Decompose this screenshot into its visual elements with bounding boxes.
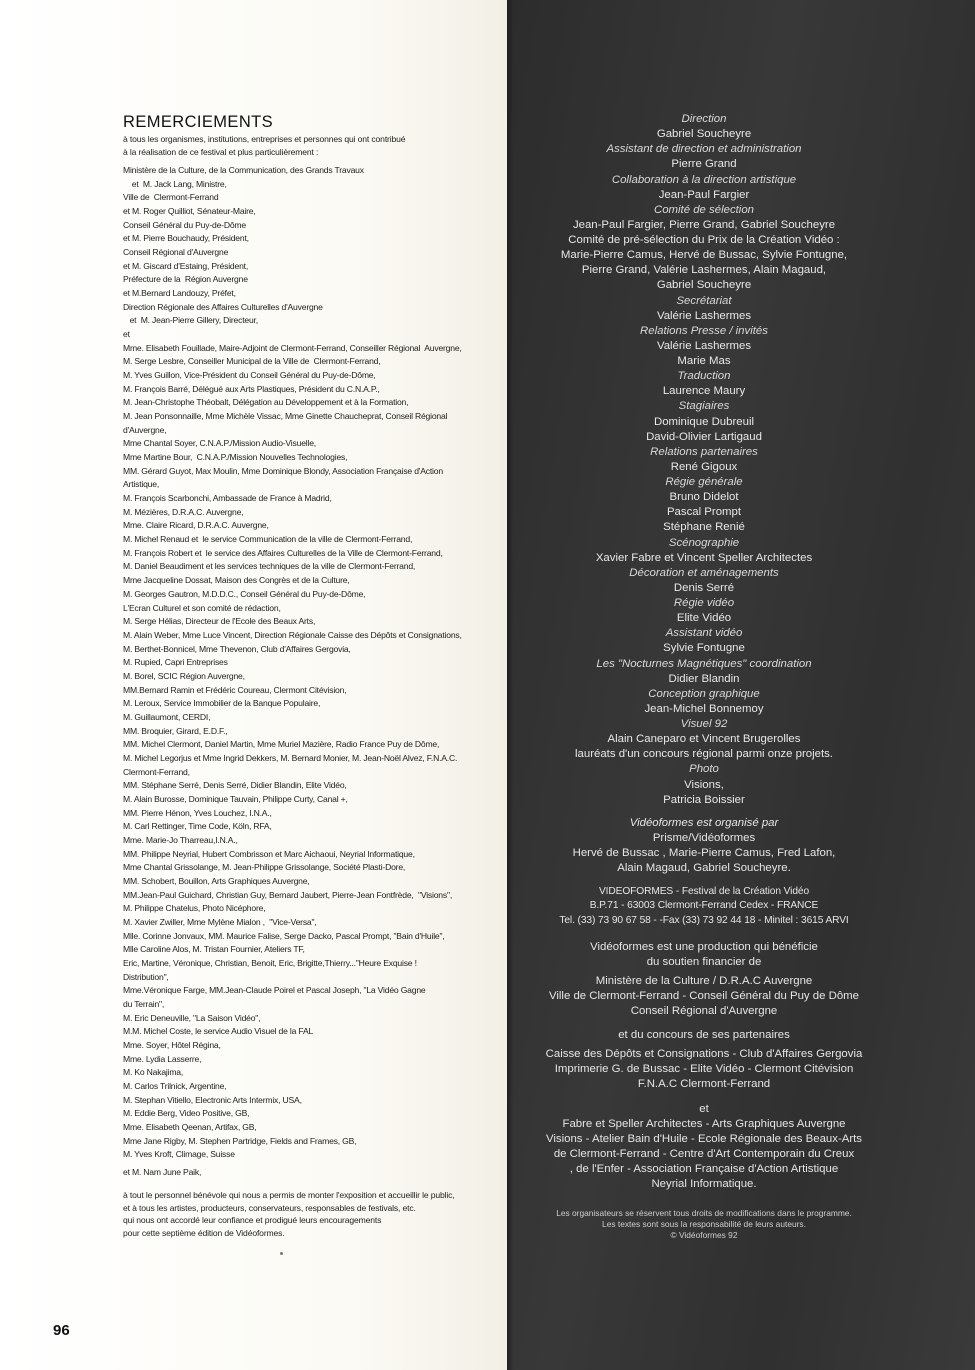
credit-role: Secrétariat [676, 294, 732, 307]
acknowledgement-line: MM. Stéphane Serré, Denis Serré, Didier Blandin, Elite Vidéo, [123, 780, 347, 791]
acknowledgement-line: M. François Scarbonchi, Ambassade de France à Madrid, [123, 493, 332, 504]
acknowledgement-line: M. Jean Ponsonnaille, Mme Michèle Vissac, Mme Ginette Chaucheprat, Conseil Régional [123, 411, 448, 422]
acknowledgement-line: M. Mézières, D.R.A.C. Auvergne, [123, 506, 244, 517]
credit-name: Didier Blandin [668, 672, 740, 685]
acknowledgement-line: Mme Chantal Grissolange, M. Jean-Philippe Grissolange, Société Plasti-Dore, [123, 862, 406, 873]
acknowledgement-line: M. Carl Rettinger, Time Code, Köln, RFA, [123, 821, 272, 832]
closing-text [123, 1189, 503, 1239]
acknowledgement-line: et M. Jean-Pierre Gillery, Directeur, [123, 315, 258, 326]
acknowledgement-line: M. François Robert et le service des Affaires Culturelles de la Ville de Clermont-Ferrand, [123, 547, 443, 558]
page-number: 96 [53, 1322, 70, 1339]
acknowledgement-line: et M. Roger Quilliot, Sénateur-Maire, [123, 206, 256, 217]
acknowledgement-line: MM. Michel Clermont, Daniel Martin, Mme Muriel Mazière, Radio France Puy de Dôme, [123, 739, 440, 750]
other-line: de Clermont-Ferrand - Centre d'Art Contemporain du Creux [553, 1148, 855, 1161]
acknowledgement-line: Eric, Martine, Véronique, Christian, Benoit, Eric, Brigitte,Thierry..."Heure Exquise ! [123, 957, 417, 968]
acknowledgement-line: M. Philippe Chatelus, Photo Nicéphore, [123, 903, 266, 914]
address-line: B.P.71 - 63003 Clermont-Ferrand Cedex - FRANCE [589, 900, 819, 912]
credit-role: Photo [689, 763, 719, 776]
intro-text [123, 133, 483, 158]
acknowledgement-line: Clermont-Ferrand, [123, 766, 190, 777]
credit-name: Marie-Pierre Camus, Hervé de Bussac, Sylvie Fontugne, [560, 249, 848, 262]
credit-name: Marie Mas [677, 355, 731, 367]
address-block [520, 885, 888, 928]
acknowledgement-line: et M.Bernard Landouzy, Préfet, [123, 288, 236, 299]
credit-role: Régie générale [665, 476, 743, 488]
credit-role: Traduction [677, 370, 731, 383]
address-line: Tel. (33) 73 90 67 58 - -Fax (33) 73 92 44 18 - Minitel : 3615 ARVI [559, 914, 849, 926]
credit-name: Comité de pré-sélection du Prix de la Création Vidéo : [568, 234, 840, 246]
acknowledgement-line: et [123, 329, 130, 340]
credit-role: Les "Nocturnes Magnétiques" coordination [596, 657, 812, 670]
other-partners [520, 1117, 888, 1192]
acknowledgement-line: Distribution", [123, 971, 169, 982]
acknowledgement-line: Mlle. Corinne Jonvaux, MM. Maurice Falise, Serge Dacko, Pascal Prompt, "Bain d'Huile", [123, 930, 445, 941]
acknowledgement-line: Direction Régionale des Affaires Culturelles d'Auvergne [123, 301, 323, 312]
acknowledgement-line: M. Alain Weber, Mme Luce Vincent, Direction Régionale Caisse des Dépôts et Consignations, [123, 629, 462, 640]
credit-role: Scénographie [668, 536, 740, 549]
funder-line: Ministère de la Culture / D.R.A.C Auvergne [595, 975, 813, 987]
acknowledgement-line: M. Berthet-Bonnicel, Mme Thevenon, Club d'Affaires Gergovia, [123, 643, 351, 654]
acknowledgement-line: M. Serge Lesbre, Conseiller Municipal de la Ville de Clermont-Ferrand, [123, 356, 381, 367]
acknowledgement-line: M.M. Michel Coste, le service Audio Visuel de la FAL [123, 1026, 314, 1037]
acknowledgement-line: M. Georges Gautron, M.D.D.C., Conseil Général du Puy-de-Dôme, [123, 588, 366, 599]
disclaimer-line: Les textes sont sous la responsabilité de leurs auteurs. [602, 1219, 806, 1229]
acknowledgement-line: et M. Giscard d'Estaing, Président, [123, 260, 249, 271]
acknowledgement-line: M. Borel, SCIC Région Auvergne, [123, 670, 245, 681]
partners [520, 1047, 888, 1092]
acknowledgement-line: MM. Philippe Neyrial, Hubert Combrisson et Marc Aichaoui, Neyrial Informatique, [123, 848, 415, 859]
acknowledgement-line: M. Serge Hélias, Directeur de l'Ecole des Beaux Arts, [123, 616, 316, 627]
partner-line: F.N.A.C Clermont-Ferrand [637, 1078, 771, 1091]
other-line: Fabre et Speller Architectes - Arts Graphiques Auvergne [562, 1118, 846, 1130]
acknowledgement-line: MM.Bernard Ramin et Frédéric Coureau, Clermont Citévision, [123, 684, 347, 695]
acknowledgement-line: M. Leroux, Service Immobilier de la Banque Populaire, [123, 698, 321, 709]
acknowledgement-line: M. Daniel Beaudiment et les services techniques de la ville de Clermont-Ferrand, [123, 561, 416, 572]
acknowledgement-line: M. Carlos Trilnick, Argentine, [123, 1081, 227, 1092]
credit-name: Pascal Prompt [666, 506, 742, 519]
credit-role: Régie vidéo [673, 597, 735, 609]
acknowledgement-line: Mme Jane Rigby, M. Stephen Partridge, Fields and Frames, GB, [123, 1135, 357, 1146]
acknowledgement-line: M. Yves Guillon, Vice-Président du Conseil Général du Puy-de-Dôme, [123, 370, 376, 381]
credit-name: Stéphane Renié [663, 521, 745, 534]
credit-role: Collaboration à la direction artistique [611, 173, 797, 186]
credit-role: Assistant de direction et administration [606, 143, 802, 156]
credits-list [520, 112, 888, 808]
credit-name: lauréats d'un concours régional parmi onze projets. [575, 748, 833, 761]
acknowledgement-line: MM. Gérard Guyot, Max Moulin, Mme Dominique Blondy, Association Française d'Action [123, 465, 443, 476]
acknowledgement-line: M. Yves Kroft, Climage, Suisse [123, 1149, 235, 1160]
acknowledgement-line: Mme Jacqueline Dossat, Maison des Congrès et de la Culture, [123, 575, 350, 586]
acknowledgement-line: Mme. Elisabeth Qeenan, Artifax, GB, [123, 1122, 257, 1133]
credit-name: René Gigoux [670, 460, 738, 473]
organized-line: Hervé de Bussac , Marie-Pierre Camus, Fred Lafon, [572, 847, 836, 860]
acknowledgement-line: M. Stephan Vitiello, Electronic Arts Intermix, USA, [123, 1094, 302, 1105]
ink-dot [280, 1252, 283, 1255]
acknowledgement-line: MM.Jean-Paul Guichard, Christian Guy, Bernard Jaubert, Pierre-Jean Fontfrède, "Visions", [123, 889, 453, 900]
disclaimer [520, 1208, 888, 1241]
copyright: © Vidéoformes 92 [670, 1230, 738, 1240]
acknowledgement-line: MM. Pierre Hénon, Yves Louchez, I.N.A., [123, 807, 272, 818]
acknowledgement-line: Mme. Soyer, Hôtel Régina, [123, 1040, 221, 1050]
acknowledgement-line: M. Jean-Christophe Théobalt, Délégation au Développement et à la Formation, [123, 397, 409, 408]
credit-role: Relations partenaires [650, 445, 758, 458]
acknowledgement-line: Mme Chantal Soyer, C.N.A.P./Mission Audio-Visuelle, [123, 438, 316, 449]
credit-name: Valérie Lashermes [656, 309, 752, 322]
acknowledgement-line: Artistique, [123, 479, 160, 490]
credit-name: Patricia Boissier [663, 793, 745, 806]
acknowledgement-line: M. Michel Legorjus et Mme Ingrid Dekkers, M. Bernard Monier, M. Jean-Noël Alvez, F.N.A.C. [123, 752, 458, 763]
acknowledgement-line: M. Rupied, Capri Entreprises [123, 657, 228, 668]
support-intro [520, 940, 888, 970]
funders [520, 974, 888, 1019]
credit-name: Jean-Paul Fargier, Pierre Grand, Gabriel Soucheyre [572, 218, 836, 231]
credit-name: Gabriel Soucheyre [656, 279, 752, 292]
acknowledgements-list [123, 164, 503, 1180]
credit-name: Dominique Dubreuil [653, 415, 755, 428]
closing-line: à tout le personnel bénévole qui nous a permis de monter l'exposition et accueillir le public, [123, 1190, 455, 1200]
partners-intro: et du concours de ses partenaires [618, 1029, 790, 1041]
acknowledgement-line: M. Michel Renaud et le service Communication de la ville de Clermont-Ferrand, [123, 534, 413, 545]
partner-line: Imprimerie G. de Bussac - Elite Vidéo - Clermont Citévision [554, 1063, 854, 1076]
closing-line: qui nous ont accordé leur confiance et prodigué leurs encouragements [123, 1215, 382, 1226]
acknowledgement-line: M. Ko Nakajima, [123, 1067, 184, 1078]
credit-name: Valérie Lashermes [656, 339, 752, 352]
and-text: et [699, 1103, 709, 1115]
credit-name: Alain Caneparo et Vincent Brugerolles [607, 733, 801, 746]
credit-name: Sylvie Fontugne [663, 642, 745, 655]
page-title: REMERCIEMENTS [123, 113, 274, 131]
closing-line: et à tous les artistes, producteurs, conservateurs, responsables de festivals, etc. [123, 1202, 416, 1213]
acknowledgement-line: MM. Broquier, Girard, E.D.F., [123, 725, 228, 736]
acknowledgement-line: Mme. Marie-Jo Tharreau,I.N.A., [123, 834, 238, 845]
closing-line: pour cette septième édition de Vidéoformes. [123, 1227, 285, 1238]
acknowledgement-line: M. Guillaumont, CERDI, [123, 711, 211, 722]
acknowledgement-line: Mme. Claire Ricard, D.R.A.C. Auvergne, [123, 520, 269, 531]
acknowledgement-line: Conseil Général du Puy-de-Dôme [123, 219, 246, 230]
acknowledgement-line: Mme. Elisabeth Fouillade, Maire-Adjoint de Clermont-Ferrand, Conseiller Régional Auvergne, [123, 342, 462, 353]
credit-name: Denis Serré [673, 581, 735, 594]
support-line: du soutien financier de [646, 956, 762, 969]
organized-by [520, 816, 888, 876]
credit-name: Jean-Michel Bonnemoy [644, 702, 764, 715]
credit-name: Jean-Paul Fargier [658, 188, 750, 201]
credit-name: Pierre Grand [671, 158, 737, 171]
partner-line: Caisse des Dépôts et Consignations - Club d'Affaires Gergovia [545, 1048, 863, 1060]
organized-line: Prisme/Vidéoformes [652, 832, 756, 845]
acknowledgement-line: M. François Barré, Délégué aux Arts Plastiques, Président du C.N.A.P., [123, 383, 380, 394]
acknowledgement-line: et M. Pierre Bouchaudy, Président, [123, 233, 249, 244]
credit-name: Gabriel Soucheyre [656, 128, 752, 141]
other-line: Neyrial Informatique. [651, 1178, 757, 1191]
credit-role: Visuel 92 [680, 718, 728, 730]
acknowledgement-line: Mme Martine Bour, C.N.A.P./Mission Nouvelles Technologies, [123, 452, 348, 463]
acknowledgement-line: M. Eric Deneuville, "La Saison Vidéo", [123, 1012, 261, 1023]
disclaimer-line: Les organisateurs se réservent tous droits de modifications dans le programme. [556, 1208, 852, 1218]
intro-line: à la réalisation de ce festival et plus particulièrement : [123, 146, 319, 157]
acknowledgement-line: Mlle Caroline Alos, M. Tristan Fournier, Ateliers TF, [123, 944, 305, 955]
acknowledgement-line: Préfecture de la Région Auvergne [123, 274, 248, 285]
credit-name: Pierre Grand, Valérie Lashermes, Alain Magaud, [581, 264, 827, 277]
intro-line: à tous les organismes, institutions, entreprises et personnes qui ont contribué [123, 134, 406, 144]
credit-name: Xavier Fabre et Vincent Speller Architectes [595, 551, 813, 564]
credit-name: Laurence Maury [662, 385, 746, 398]
acknowledgement-line: et M. Nam June Paik, [123, 1167, 202, 1178]
credit-role: Comité de sélection [653, 203, 755, 216]
credit-role: Assistant vidéo [665, 627, 743, 640]
credit-role: Relations Presse / invités [640, 324, 768, 337]
funder-line: Ville de Clermont-Ferrand - Conseil Général du Puy de Dôme [548, 990, 859, 1003]
credit-name: Bruno Didelot [669, 491, 739, 504]
support-line: Vidéoformes est une production qui bénéficie [590, 941, 818, 953]
other-line: , de l'Enfer - Association Française d'Action Artistique [569, 1163, 839, 1176]
credit-role: Stagiaires [678, 400, 730, 413]
credit-role: Conception graphique [648, 687, 760, 700]
acknowledgement-line: M. Alain Burosse, Dominique Tauvain, Philippe Curty, Canal +, [123, 793, 348, 804]
acknowledgement-line: Mme.Véronique Farge, MM.Jean-Claude Poirel et Pascal Joseph, "La Vidéo Gagne [123, 985, 426, 996]
address-line: VIDEOFORMES - Festival de la Création Vidéo [598, 886, 810, 897]
credit-role: Direction [681, 113, 727, 125]
acknowledgement-line: Conseil Régional d'Auvergne [123, 247, 229, 258]
organized-heading: Vidéoformes est organisé par [629, 817, 779, 829]
acknowledgement-line: d'Auvergne, [123, 424, 167, 435]
credit-name: Visions, [684, 778, 724, 791]
credit-name: Elite Vidéo [676, 612, 732, 625]
acknowledgement-line: M. Xavier Zwiller, Mme Mylène Mialon , "Vice-Versa", [123, 916, 317, 927]
acknowledgement-line: M. Eddie Berg, Video Positive, GB, [123, 1108, 250, 1119]
acknowledgement-line: L'Ecran Culturel et son comité de rédaction, [123, 602, 281, 613]
other-line: Visions - Atelier Bain d'Huile - Ecole Régionale des Beaux-Arts [545, 1133, 862, 1146]
acknowledgement-line: et M. Jack Lang, Ministre, [123, 178, 227, 189]
credit-role: Décoration et aménagements [629, 566, 779, 579]
acknowledgement-line: Mme. Lydia Lasserre, [123, 1053, 202, 1064]
organized-line: Alain Magaud, Gabriel Soucheyre. [617, 862, 791, 875]
acknowledgement-line: Ministère de la Culture, de la Communication, des Grands Travaux [123, 165, 364, 175]
acknowledgement-line: du Terrain", [123, 998, 165, 1009]
credit-name: David-Olivier Lartigaud [646, 430, 762, 443]
funder-line: Conseil Régional d'Auvergne [630, 1005, 778, 1018]
acknowledgement-line: MM. Schobert, Bouillon, Arts Graphiques Auvergne, [123, 875, 310, 886]
acknowledgement-line: Ville de Clermont-Ferrand [123, 192, 219, 203]
